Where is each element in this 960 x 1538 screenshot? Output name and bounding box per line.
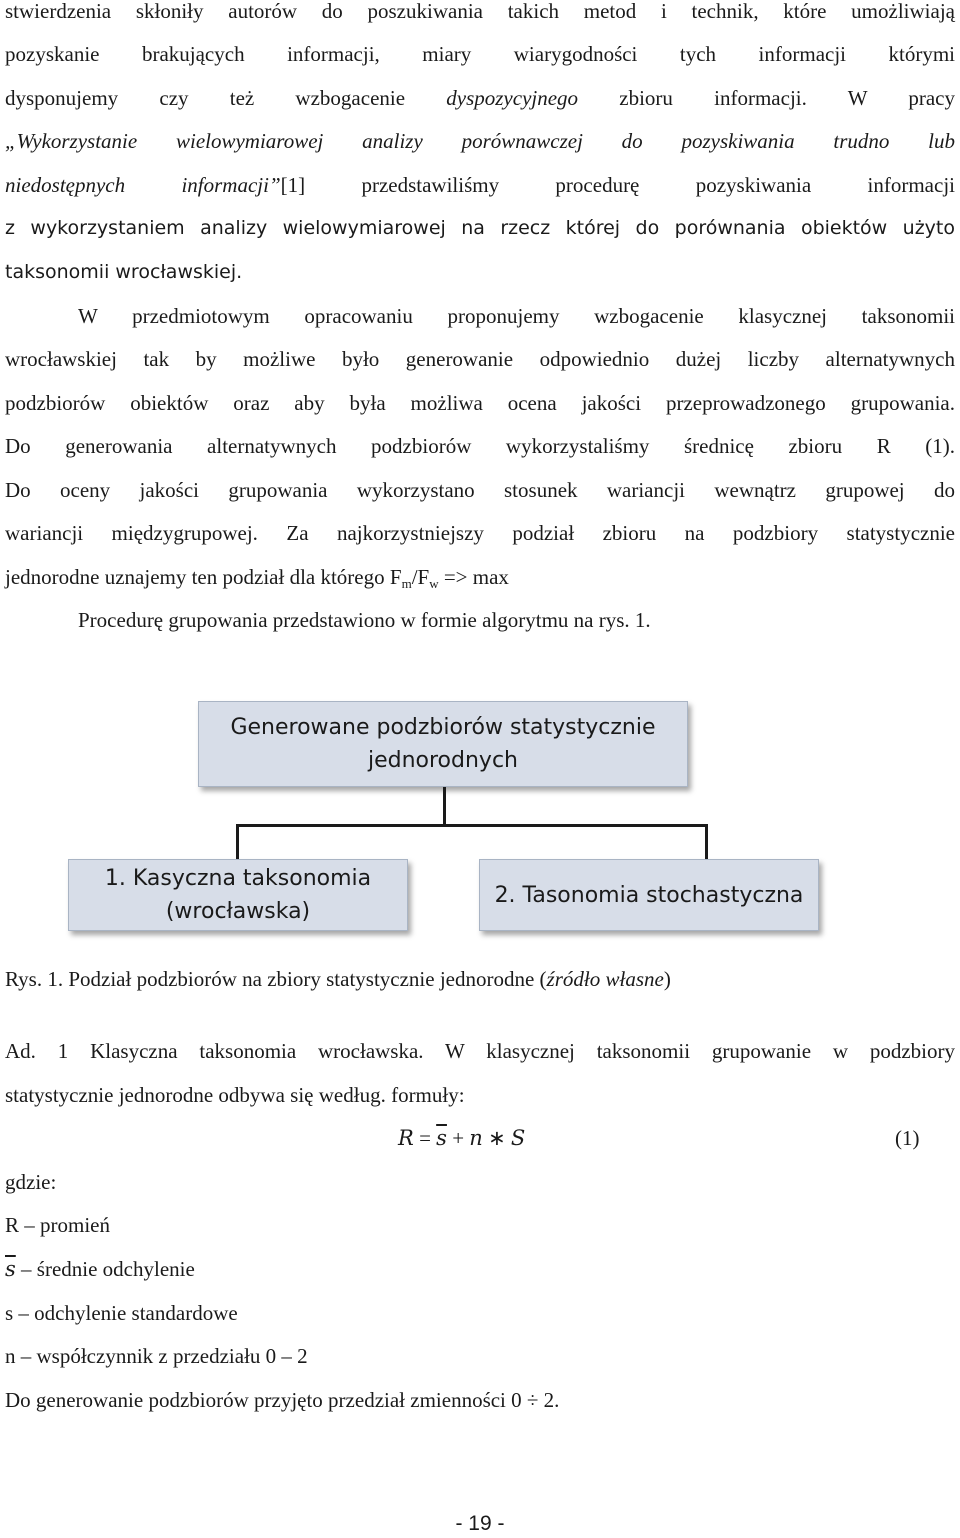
subscript: w: [429, 576, 439, 591]
diagram-left-text: 1. Kasyczna taksonomia: [104, 866, 372, 891]
body-text-line: pozyskanie brakujących informacji, miary wiarygodności tych informacji którymi: [5, 42, 955, 66]
body-text-line: stwierdzenia skłoniły autorów do poszukiwania takich metod i technik, które umożliwiają: [5, 0, 955, 23]
definition-item: s – odchylenie standardowe: [5, 1301, 238, 1325]
diagram-root-box: [198, 701, 688, 787]
diagram-right-box: [479, 859, 819, 931]
diagram-connector: [443, 787, 446, 825]
eq-symbol: $\overline{s}$: [436, 1126, 447, 1150]
body-text-line: W przedmiotowym opracowaniu proponujemy wzbogacenie klasycznej taksonomii: [78, 304, 955, 328]
body-text-line: z wykorzystaniem analizy wielowymiarowej na rzecz której do porównania obiektów użyto: [5, 217, 955, 239]
body-text-line: [5, 84, 955, 112]
diagram-root-text: jednorodnych: [367, 748, 518, 773]
text-run-italic: dyspozycyjnego: [446, 86, 579, 110]
text-run: => max: [438, 565, 509, 589]
text-run: dysponujemy czy też wzbogacenie: [5, 86, 447, 110]
text-run: jednorodne uznajemy ten podział dla którego F: [5, 565, 402, 589]
text-run: Rys. 1. Podział podzbiorów na zbiory statystycznie jednorodne (: [5, 967, 547, 991]
text-run: ): [663, 967, 671, 991]
diagram-connector: [236, 824, 708, 827]
eq-operator: +: [446, 1126, 470, 1150]
eq-symbol: S: [510, 1126, 526, 1150]
eq-operator: =: [413, 1126, 437, 1150]
body-text-line: Do generowania alternatywnych podzbiorów wykorzystaliśmy średnicę zbioru R (1).: [5, 434, 955, 458]
diagram-left-box: [68, 859, 408, 931]
body-text-line: podzbiorów obiektów oraz aby była możliwa ocena jakości przeprowadzonego grupowania.: [5, 391, 955, 415]
text-run: [1] przedstawiliśmy procedurę pozyskiwania informacji: [280, 173, 955, 197]
body-text-line: [5, 563, 955, 591]
where-label: gdzie:: [5, 1170, 57, 1194]
diagram-connector: [705, 824, 708, 860]
work-title-line: „Wykorzystanie wielowymiarowej analizy porównawczej do pozyskiwania trudno lub: [5, 129, 955, 153]
definition-item: n – współczynnik z przedziału 0 – 2: [5, 1344, 308, 1368]
definition-item: [5, 1255, 955, 1283]
body-text-line: [5, 171, 955, 199]
text-run: /F: [411, 565, 430, 589]
page-number: - 19 -: [455, 1512, 505, 1535]
equation: [398, 1124, 525, 1152]
eq-symbol: R: [398, 1126, 414, 1150]
eq-operator: ∗: [482, 1126, 511, 1150]
body-text-line: Do generowanie podzbiorów przyjęto przedział zmienności 0 ÷ 2.: [5, 1388, 560, 1412]
body-text-line: taksonomii wrocławskiej.: [5, 261, 243, 283]
eq-symbol: n: [469, 1126, 483, 1150]
body-text-line: Procedurę grupowania przedstawiono w formie algorytmu na rys. 1.: [78, 608, 651, 632]
body-text-line: wrocławskiej tak by możliwe było generowanie odpowiednio dużej liczby alternatywnych: [5, 347, 955, 371]
figure-caption: [5, 965, 955, 993]
text-run-italic: źródło własne: [546, 967, 664, 991]
text-run-italic: niedostępnych informacji”: [5, 173, 281, 197]
body-text-line: wariancji międzygrupowej. Za najkorzystniejszy podział zbioru na podzbiory statystycznie: [5, 521, 955, 545]
body-text-line: Do oceny jakości grupowania wykorzystano stosunek wariancji wewnątrz grupowej do: [5, 478, 955, 502]
text-run: – średnie odchylenie: [15, 1257, 195, 1281]
body-text-line: Ad. 1 Klasyczna taksonomia wrocławska. W klasycznej taksonomii grupowanie w podzbiory: [5, 1039, 955, 1063]
diagram-left-text: (wrocławska): [165, 899, 311, 924]
diagram-root-text: Generowane podzbiorów statystycznie: [230, 715, 656, 740]
diagram-connector: [236, 824, 239, 860]
text-run: zbioru informacji. W pracy: [578, 86, 955, 110]
eq-symbol: $\overline{s}$: [5, 1257, 16, 1281]
diagram-right-text: 2. Tasonomia stochastyczna: [494, 882, 804, 908]
equation-number: (1): [895, 1126, 920, 1150]
definition-item: R – promień: [5, 1213, 110, 1237]
subscript: m: [401, 576, 412, 591]
body-text-line: statystycznie jednorodne odbywa się według. formuły:: [5, 1083, 465, 1107]
